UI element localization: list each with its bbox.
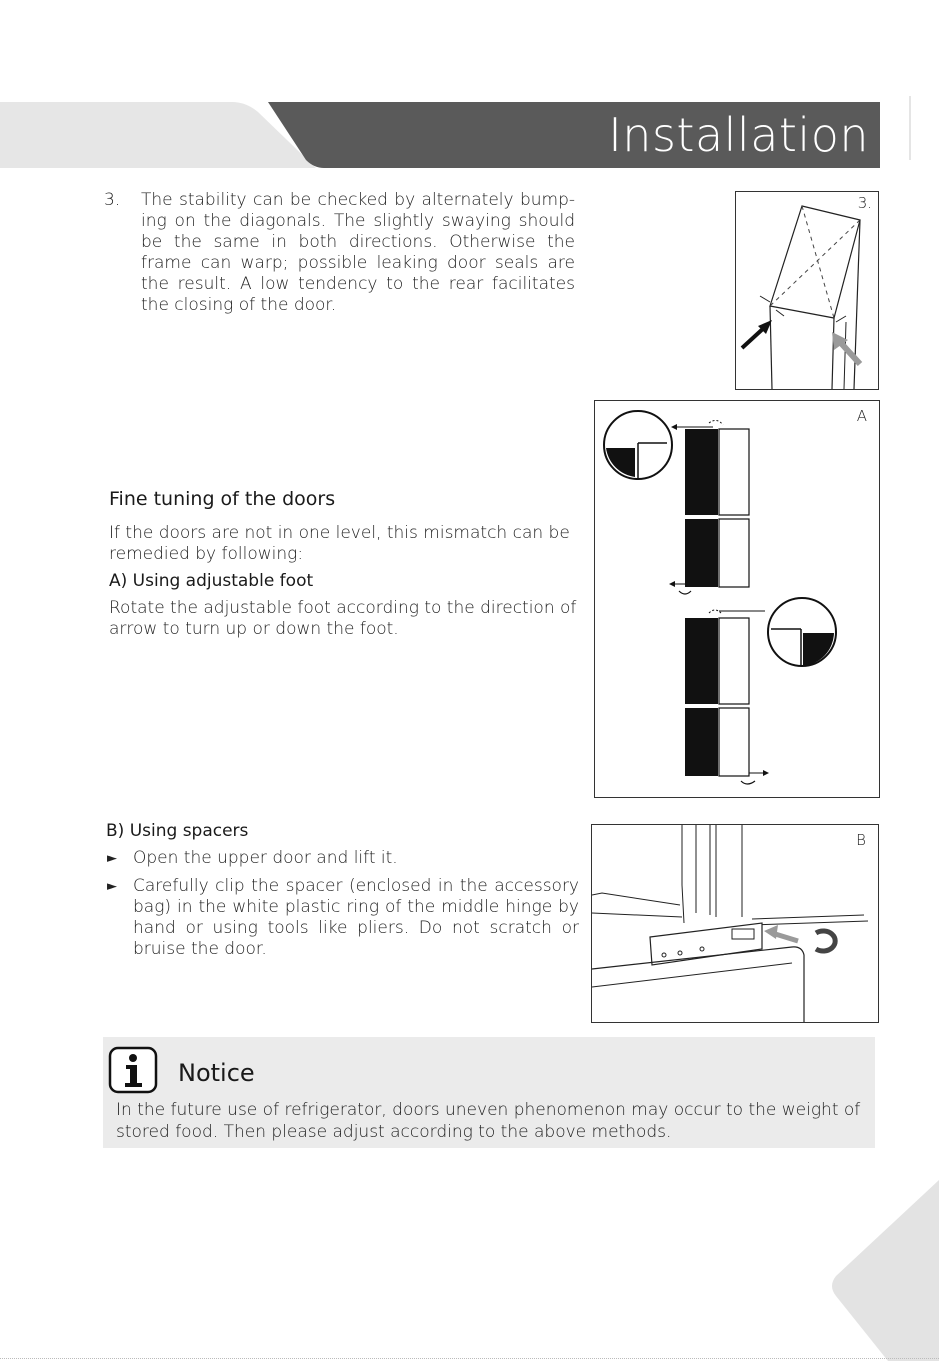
rotation-arrow-icon	[679, 591, 691, 594]
bullet-item: Carefully clip the spacer (enclosed in the accessory bag) in the white plastic ring of the middle hinge by hand or using tools like pliers. Do not scratch or bruise the door.	[133, 876, 579, 959]
footer-divider	[0, 1358, 939, 1360]
figure-adjustable-foot	[594, 400, 880, 798]
subsection-text-a: Rotate the adjustable foot according to the direction of arrow to turn up or down the foot.	[109, 598, 577, 639]
bullet-arrow-icon: ►	[107, 851, 117, 866]
page-corner-tab	[828, 1180, 939, 1361]
step3-text: The stability can be checked by alternately bump-ing on the diagonals. The slightly swaying should be the same in both directions. Otherwise the frame can warp; possible leaking door seals are the result. A low tendency to the rear facilitates the closing of the door.	[141, 190, 575, 315]
figure-spacer	[591, 824, 879, 1023]
notice-title: Notice	[178, 1059, 255, 1087]
section-heading: Fine tuning of the doors	[109, 488, 336, 510]
step-number: 3.	[104, 190, 121, 210]
spacer-diagram	[592, 825, 878, 1022]
subsection-heading-a: A) Using adjustable foot	[109, 571, 314, 591]
info-icon	[108, 1046, 158, 1094]
figure-label: A	[856, 407, 867, 425]
bullet-item: Open the upper door and lift it.	[133, 848, 398, 868]
bullet-arrow-icon: ►	[107, 879, 117, 894]
stability-diagram	[736, 192, 878, 389]
page-title: Installation	[608, 108, 869, 162]
edge-marker	[909, 96, 911, 160]
section-intro: If the doors are not in one level, this mismatch can be remedied by following:	[109, 523, 570, 564]
adjustable-foot-diagram	[595, 401, 879, 797]
notice-text: In the future use of refrigerator, doors uneven phenomenon may occur to the weight of stored food. Then please adjust according to the above methods.	[116, 1100, 861, 1142]
figure-stability	[735, 191, 879, 390]
subsection-heading-b: B) Using spacers	[106, 821, 249, 841]
figure-label: B	[856, 831, 866, 849]
figure-label: 3.	[857, 194, 872, 212]
